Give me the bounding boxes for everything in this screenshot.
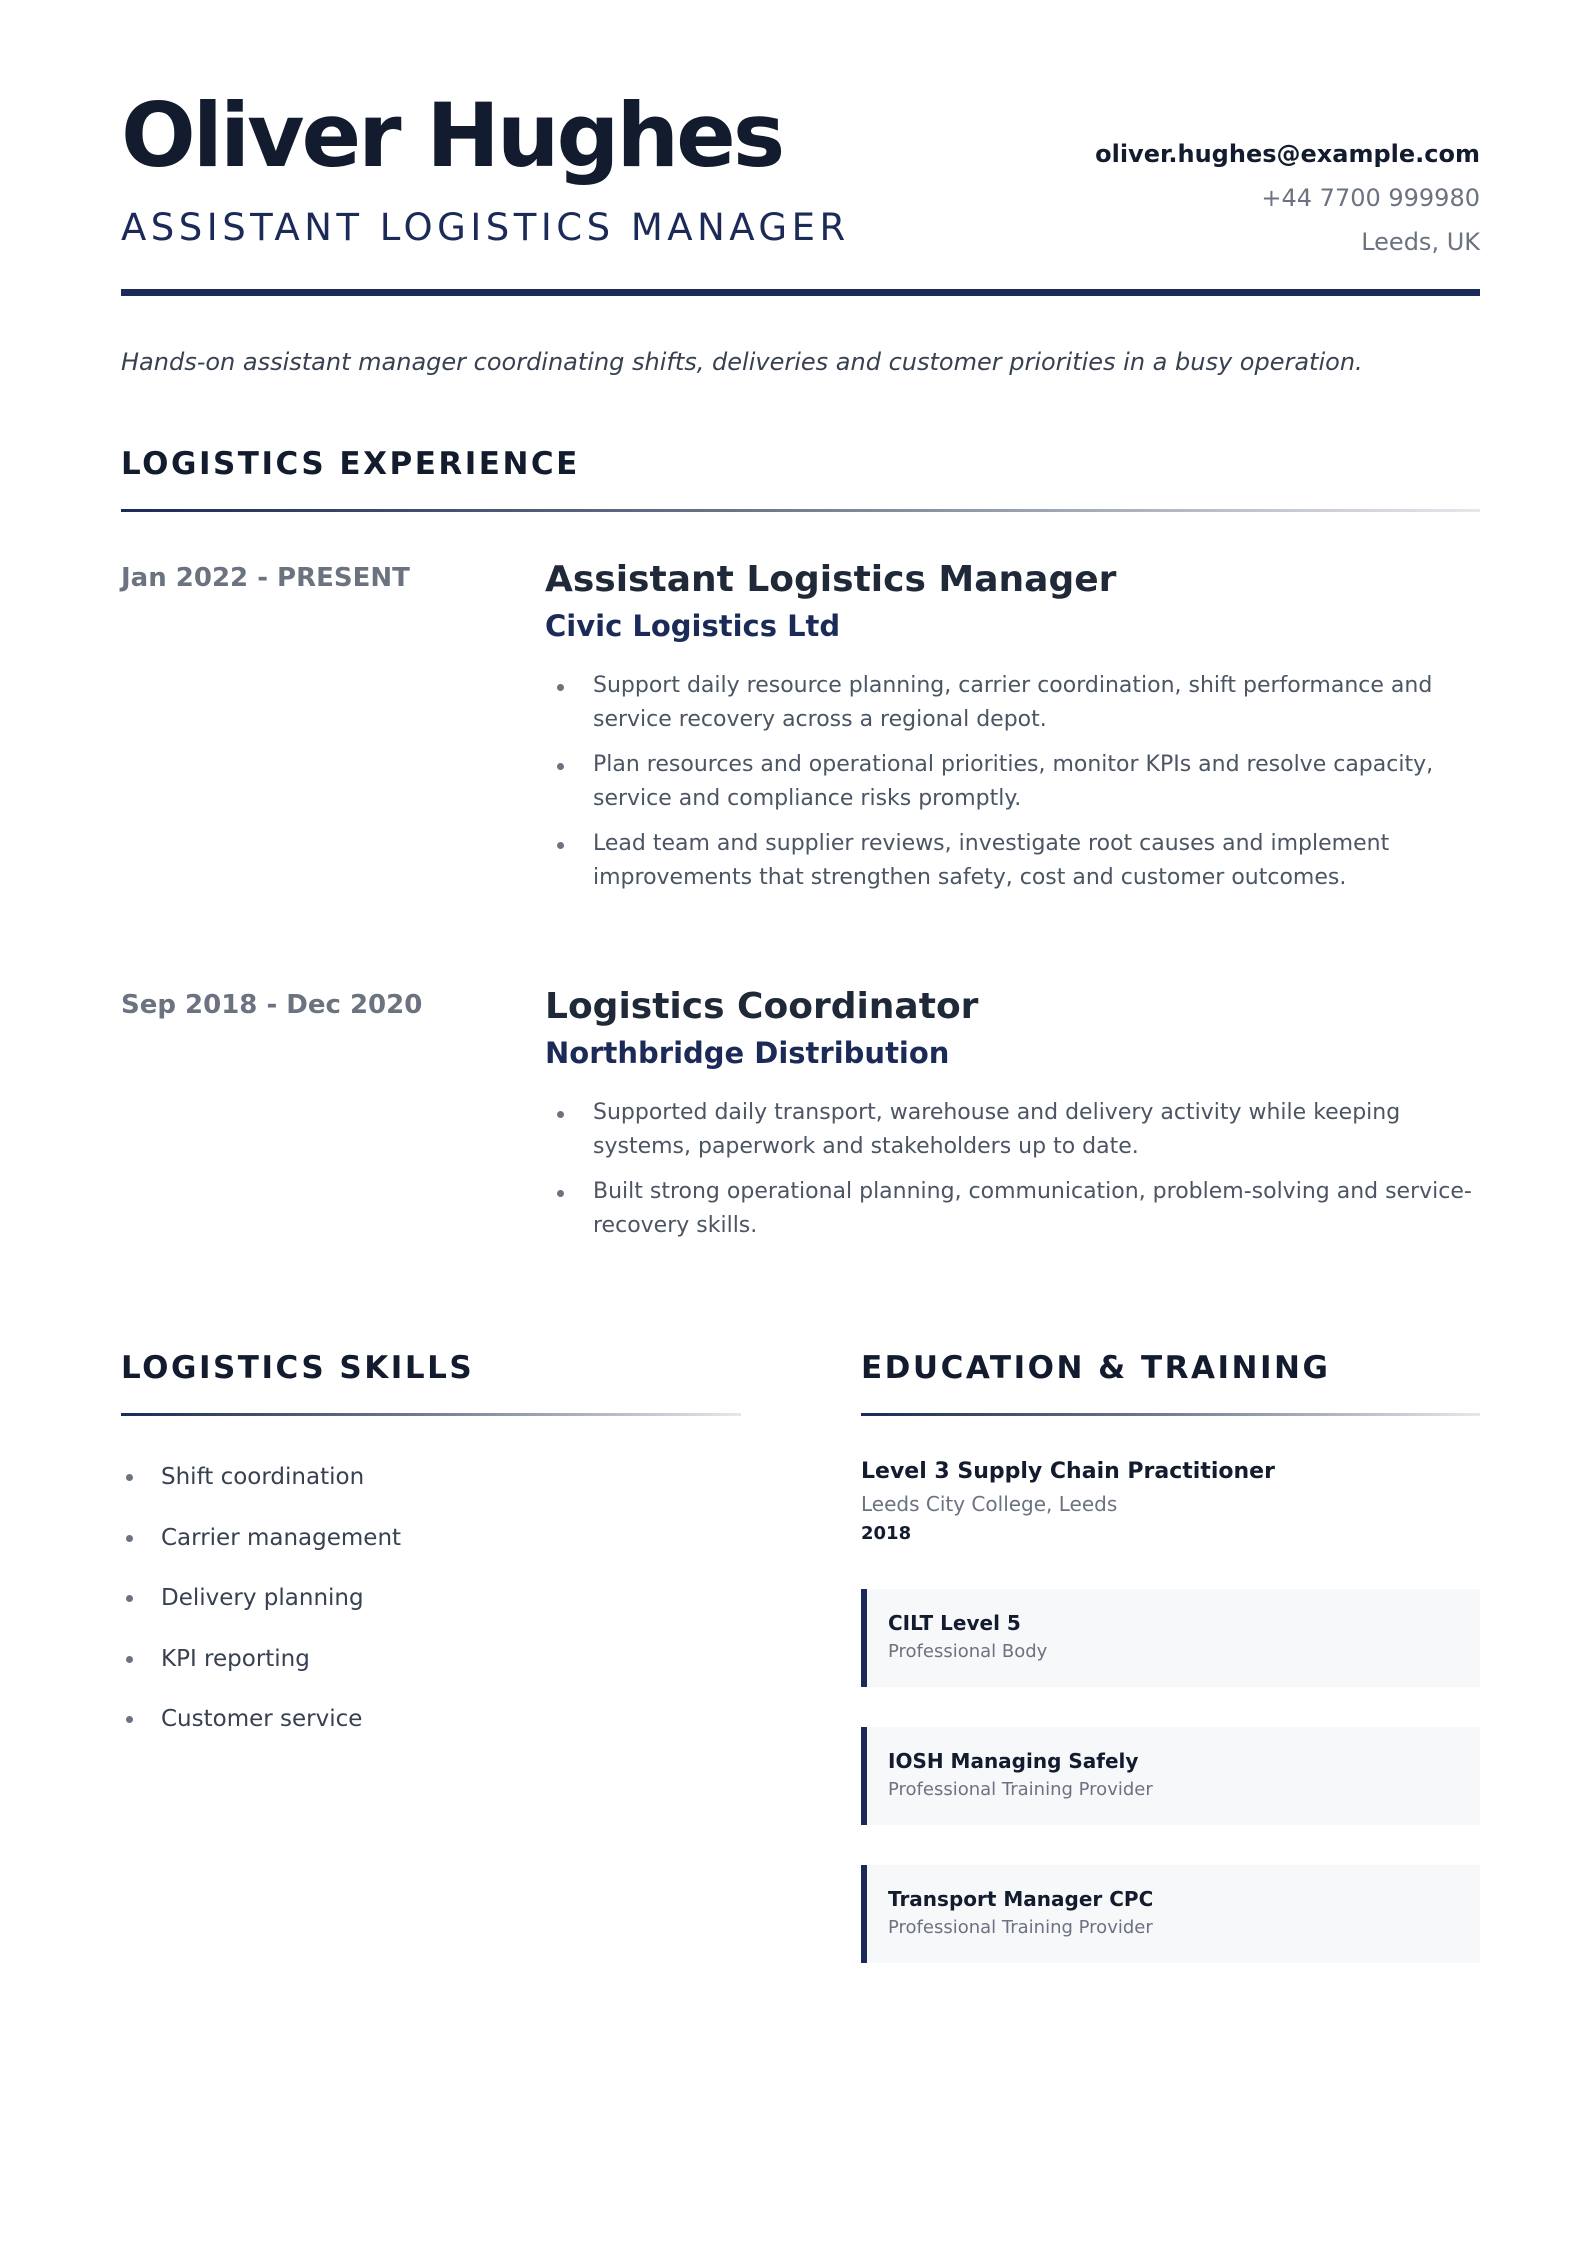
education-institution: Leeds City College, Leeds — [861, 1492, 1118, 1516]
skill-item: Shift coordination — [121, 1460, 741, 1521]
skills-section-title: LOGISTICS SKILLS — [121, 1350, 475, 1386]
job-dates: Sep 2018 - Dec 2020 — [121, 990, 423, 1020]
contact-block — [1095, 132, 1480, 264]
certification-name: CILT Level 5 — [888, 1611, 1021, 1635]
skill-item: Carrier management — [121, 1521, 741, 1582]
skills-list — [121, 1460, 741, 1763]
job-bullets — [545, 669, 1480, 895]
certification-card — [861, 1727, 1480, 1825]
skill-item: Delivery planning — [121, 1581, 741, 1642]
certification-org: Professional Body — [888, 1641, 1048, 1662]
certification-org: Professional Training Provider — [888, 1779, 1153, 1800]
education-qualification: Level 3 Supply Chain Practitioner — [861, 1459, 1275, 1484]
job-bullet: Support daily resource planning, carrier coordination, shift performance and service recovery across a regional depot. — [545, 669, 1480, 737]
contact-email[interactable]: oliver.hughes@example.com — [1095, 140, 1480, 168]
resume-page — [121, 0, 1480, 2246]
job-bullet: Supported daily transport, warehouse and delivery activity while keeping systems, paperwork and stakeholders up to date. — [545, 1096, 1480, 1164]
job-company: Civic Logistics Ltd — [545, 609, 841, 643]
job-bullets — [545, 1096, 1480, 1243]
education-divider — [861, 1413, 1480, 1416]
experience-divider — [121, 509, 1480, 512]
skill-item: Customer service — [121, 1702, 741, 1763]
certification-card — [861, 1589, 1480, 1687]
job-details — [545, 984, 1480, 1254]
experience-section-title: LOGISTICS EXPERIENCE — [121, 446, 580, 482]
candidate-name: Oliver Hughes — [121, 84, 783, 187]
job-dates: Jan 2022 - PRESENT — [121, 563, 410, 593]
certification-org: Professional Training Provider — [888, 1917, 1153, 1938]
job-title: Assistant Logistics Manager — [545, 559, 1117, 600]
education-entry — [861, 1456, 1480, 1548]
education-section-title: EDUCATION & TRAINING — [861, 1350, 1331, 1386]
certification-name: IOSH Managing Safely — [888, 1749, 1139, 1773]
job-title: Logistics Coordinator — [545, 986, 979, 1027]
job-details — [545, 557, 1480, 906]
job-bullet: Lead team and supplier reviews, investigate root causes and implement improvements that strengthen safety, cost and customer outcomes. — [545, 827, 1480, 895]
header-divider — [121, 289, 1480, 296]
skills-divider — [121, 1413, 741, 1416]
job-bullet: Plan resources and operational priorities, monitor KPIs and resolve capacity, service and compliance risks promptly. — [545, 748, 1480, 816]
certification-card — [861, 1865, 1480, 1963]
education-year: 2018 — [861, 1523, 912, 1544]
job-bullet: Built strong operational planning, communication, problem-solving and service-recovery skills. — [545, 1175, 1480, 1243]
contact-phone[interactable]: +44 7700 999980 — [1261, 184, 1480, 212]
profile-summary: Hands-on assistant manager coordinating shifts, deliveries and customer priorities in a busy operation. — [121, 348, 1363, 376]
candidate-role: ASSISTANT LOGISTICS MANAGER — [121, 206, 850, 249]
certification-name: Transport Manager CPC — [888, 1887, 1154, 1911]
skill-item: KPI reporting — [121, 1642, 741, 1703]
contact-location: Leeds, UK — [1361, 228, 1480, 256]
job-company: Northbridge Distribution — [545, 1036, 950, 1070]
